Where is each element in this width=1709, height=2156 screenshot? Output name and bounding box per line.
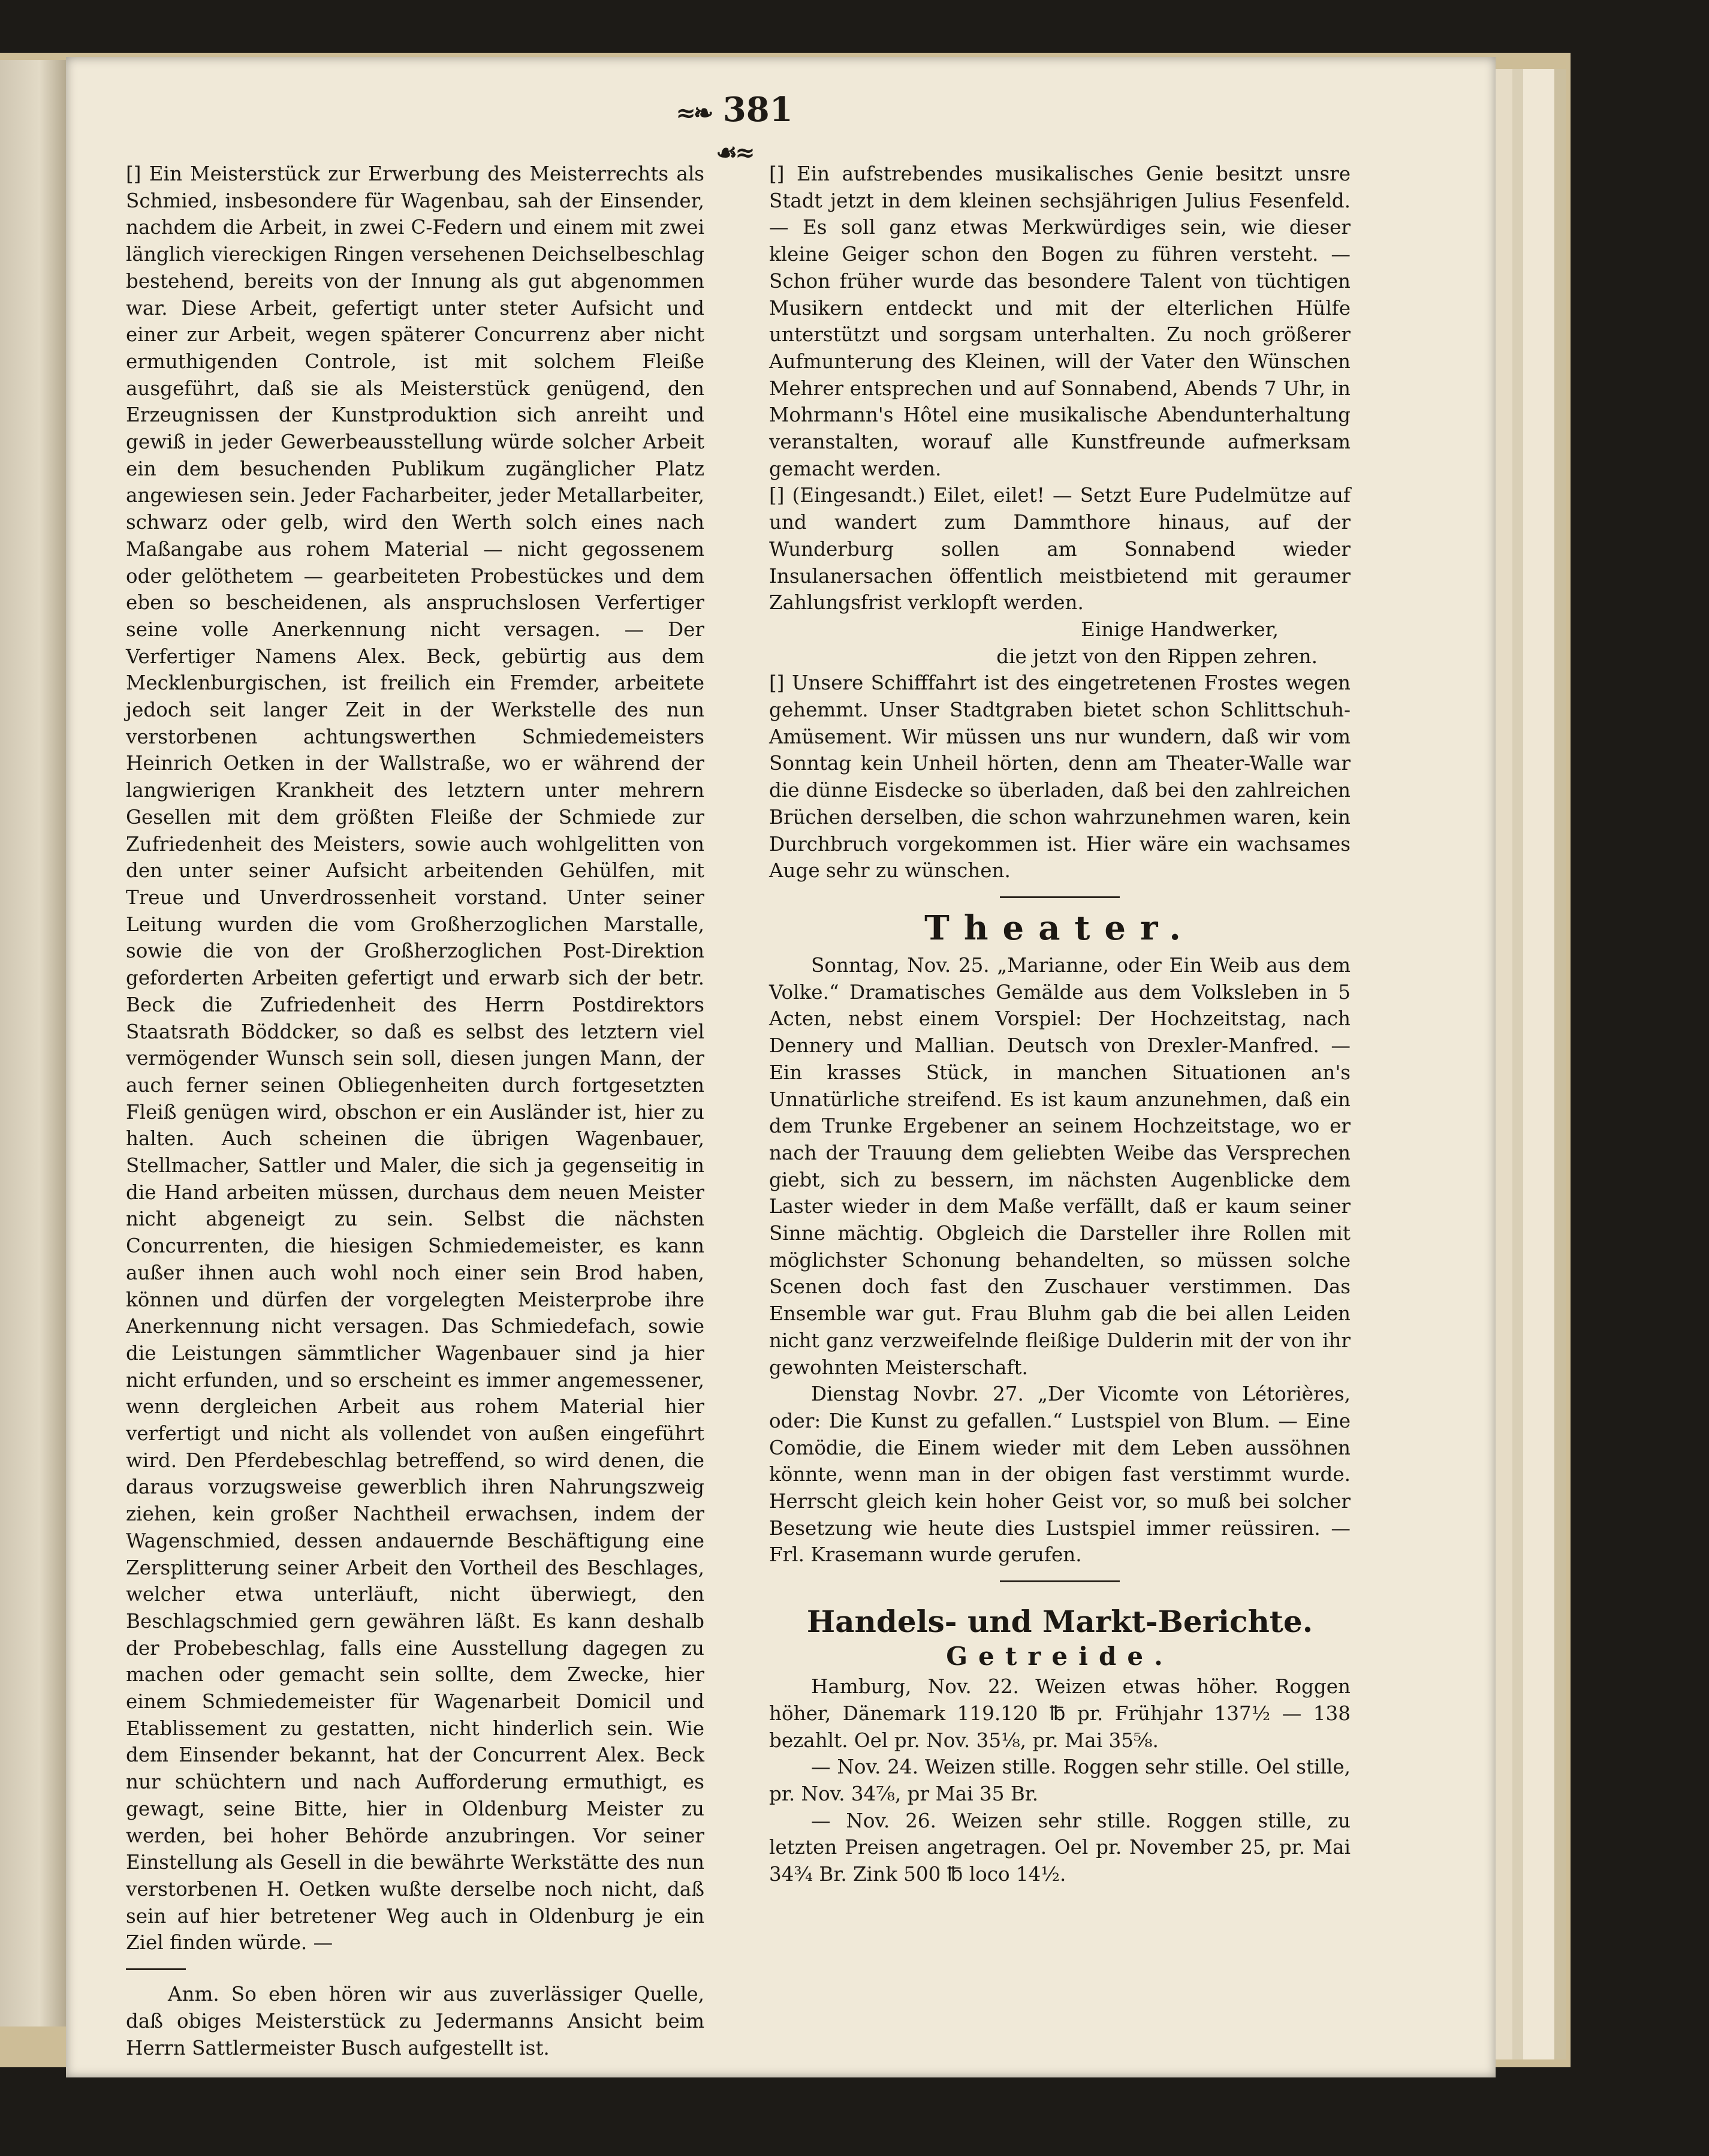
right-column xyxy=(769,161,1351,1888)
article-note: Anm. So eben hören wir aus zuverlässiger Quelle, daß obiges Meisterstück zu Jedermanns Ansicht beim Herrn Sattlermeister Busch aufgestellt ist. xyxy=(126,1983,704,2059)
theater-review-1: Sonntag, Nov. 25. „Marianne, oder Ein Weib aus dem Volke.“ Dramatisches Gemälde aus dem Volksleben in 5 Acten, nebst einem Vorspiel: Der Hochzeitstag, nach Dennery und Mallian. Deutsch von Drexler-Manfred. — Ein krasses Stück, in manchen Situationen an's Unnatürliche streifend. Es ist kaum anzunehmen, daß ein dem Trunke Ergebener an seinem Hochzeitstage, wo er nach der Trauung dem geliebten Weibe das Versprechen giebt, sich zu bessern, im nächsten Augenblicke dem Laster wieder in dem Maße verfällt, daß er kaum seiner Sinne mächtig. Obgleich die Darsteller ihre Rollen mit möglichster Schonung behandelten, so müssen solche Scenen doch fast den Zuschauer verstimmen. Das Ensemble war gut. Frau Bluhm gab die bei allen Leiden nicht ganz verzweifelnde fleißige Dulderin mit der von ihr gewohnten Meisterschaft. xyxy=(769,953,1351,1379)
theater-review-2: Dienstag Novbr. 27. „Der Vicomte von Létorières, oder: Die Kunst zu gefallen.“ Lustspiel von Blum. — Eine Comödie, die Einem wieder mit dem Leben aussöhnen könnte, wenn man in der obigen fast verstimmt wurde. Herrscht gleich kein hoher Geist vor, so muß bei solcher Besetzung wie heute dies Lustspiel immer reüssiren. — Frl. Krasemann wurde gerufen. xyxy=(769,1383,1351,1567)
page-number xyxy=(659,90,809,169)
left-page-edge xyxy=(0,60,66,2026)
page-stack-edge xyxy=(1523,69,1554,2059)
article-meisterstueck: [] Ein Meisterstück zur Erwerbung des Meisterrechts als Schmied, insbesondere für Wagenbau, sah der Einsender, nachdem die Arbeit, in zwei C-Federn und einem mit zwei länglich viereckigen Ringen versehenen Deichselbeschlag bestehend, bereits von der Innung als gut abgenommen war. Diese Arbeit, gefertigt unter steter Aufsicht und einer zur Arbeit, wegen späterer Concurrenz aber nicht ermuthigenden Controle, ist mit solchem Fleiße ausgeführt, daß sie als Meisterstück genügend, den Erzeugnissen der Kunstproduktion sich anreiht und gewiß in jeder Gewerbeausstellung würde solcher Arbeit ein dem besuchenden Publikum zugänglicher Platz angewiesen sein. Jeder Facharbeiter, jeder Metallarbeiter, schwarz oder gelb, wird den Werth solch eines nach Maßangabe aus rohem Material — nicht gegossenem oder gelöthetem — gearbeiteten Probestückes und dem eben so bescheidenen, als anspruchslosen Verfertiger seine volle Anerkennung nicht versagen. — Der Verfertiger Namens Alex. Beck, gebürtig aus dem Mecklenburgischen, ist freilich ein Fremder, arbeitete jedoch seit langer Zeit in der Werkstelle des nun verstorbenen achtungswerthen Schmiedemeisters Heinrich Oetken in der Wallstraße, wo er während der langwierigen Krankheit des letztern unter mehrern Gesellen mit dem größten Fleiße der Schmiede zur Zufriedenheit des Meisters, sowie auch wohlgelitten von den unter seiner Aufsicht arbeitenden Gehülfen, mit Treue und Unverdrossenheit vorstand. Unter seiner Leitung wurden die vom Großherzoglichen Marstalle, sowie die von der Großherzoglichen Post-Direktion geforderten Arbeiten gefertigt und erwarb sich der betr. Beck die Zufriedenheit des Herrn Postdirektors Staatsrath Böddcker, so daß es selbst des letztern viel vermögender Wunsch sein soll, diesen jungen Mann, der auch ferner seinen Obliegenheiten durch fortgesetzten Fleiß genügen wird, obschon er ein Ausländer ist, hier zu halten. Auch scheinen die übrigen Wagenbauer, Stellmacher, Sattler und Maler, die sich ja gegenseitig in die Hand arbeiten müssen, durchaus dem neuen Meister nicht abgeneigt zu sein. Selbst die nächsten Concurrenten, die hiesigen Schmiedemeister, es kann außer ihnen auch wohl noch einer sein Brod haben, können und dürfen der vorgelegten Meisterprobe ihre Anerkennung nicht versagen. Das Schmiedefach, sowie die Leistungen sämmtlicher Wagenbauer sind ja hier nicht erfunden, und so erscheint es immer angemessener, wenn dergleichen Arbeit aus rohem Material hier verfertigt und nicht als vollendet von außen eingeführt wird. Den Pferdebeschlag betreffend, so wird denen, die daraus vorzugsweise gewerblich ihren Nahrungszweig ziehen, kein großer Nachtheil erwachsen, indem der Wagenschmied, dessen andauernde Beschäftigung eine Zersplitterung seiner Arbeit den Vortheil des Beschlages, welcher etwa unterläuft, nicht überwiegt, den Beschlagschmied gern gewähren läßt. Es kann deshalb der Probebeschlag, falls eine Ausstellung dagegen zu machen oder gemacht sein sollte, dem Zwecke, hier einem Schmiedemeister für Wagenarbeit Domicil und Etablissement zu gestatten, nicht hinderlich sein. Wie dem Einsender bekannt, hat der Concurrent Alex. Beck nur schüchtern und nach Aufforderung ermuthigt, es gewagt, seine Bitte, hier in Oldenburg Meister zu werden, bei hoher Behörde anzubringen. Vor seiner Einstellung als Gesell in die bewährte Werkstätte des nun verstorbenen H. Oetken wußte derselbe noch nicht, daß sein auf hier betretener Weg auch in Oldenburg je ein Ziel finden würde. — xyxy=(126,162,704,1955)
market-heading: Handels- und Markt-Berichte. xyxy=(806,1604,1313,1640)
page-stack-edge xyxy=(1496,69,1512,2059)
signature-line-2: die jetzt von den Rippen zehren. xyxy=(996,645,1318,668)
page-number-text: 381 xyxy=(722,90,793,130)
ornament-right-icon: ☙≈ xyxy=(716,138,753,167)
divider xyxy=(1000,896,1120,898)
divider xyxy=(1000,1580,1120,1582)
theater-heading: Theater. xyxy=(924,908,1195,948)
getreide-heading: Getreide. xyxy=(946,1642,1174,1672)
page-stack-edge xyxy=(1512,69,1523,2059)
market-report-3: — Nov. 26. Weizen sehr stille. Roggen stille, zu letzten Preisen angetragen. Oel pr. November 25, pr. Mai 34¾ Br. Zink 500 ℔ loco 14½. xyxy=(769,1809,1351,1886)
article-genie: [] Ein aufstrebendes musikalisches Genie besitzt unsre Stadt jetzt in dem kleinen sechsjährigen Julius Fesenfeld. — Es soll ganz etwas Merkwürdiges sein, wie dieser kleine Geiger schon den Bogen zu führen versteht. — Schon früher wurde das besondere Talent von tüchtigen Musikern entdeckt und mit der elterlichen Hülfe unterstützt und sorgsam unterhalten. Zu noch größerer Aufmunterung des Kleinen, will der Vater den Wünschen Mehrer entsprechen und auf Sonnabend, Abends 7 Uhr, in Mohrmann's Hôtel eine musikalische Abendunterhaltung veranstalten, worauf alle Kunstfreunde aufmerksam gemacht werden. xyxy=(769,162,1351,480)
market-report-1: Hamburg, Nov. 22. Weizen etwas höher. Roggen höher, Dänemark 119.120 ℔ pr. Frühjahr 137½ — 138 bezahlt. Oel pr. Nov. 35⅛, pr. Mai 35⅝. xyxy=(769,1675,1351,1752)
market-report-2: — Nov. 24. Weizen stille. Roggen sehr stille. Oel stille, pr. Nov. 34⅞, pr Mai 35 Br. xyxy=(769,1755,1351,1805)
signature-line-1: Einige Handwerker, xyxy=(1081,618,1279,641)
article-eingesandt: [] (Eingesandt.) Eilet, eilet! — Setzt Eure Pudelmütze auf und wandert zum Dammthore hinaus, auf der Wunderburg sollen am Sonnabend wieder Insulanersachen öffentlich meistbietend mit geraumer Zahlungsfrist verklopft werden. xyxy=(769,484,1351,615)
divider xyxy=(126,1968,186,1970)
ornament-left-icon: ≈❧ xyxy=(676,99,712,127)
left-column xyxy=(126,161,704,2061)
article-schifffahrt: [] Unsere Schifffahrt ist des eingetretenen Frostes wegen gehemmt. Unser Stadtgraben bietet schon Schlittschuh-Amüsement. Wir müssen uns nur wundern, daß wir vom Sonntag kein Unheil hörten, denn am Theater-Walle war die dünne Eisdecke so überladen, daß bei den zahlreichen Brüchen derselben, die schon wahrzunehmen waren, kein Durchbruch vorgekommen ist. Hier wäre ein wachsames Auge sehr zu wünschen. xyxy=(769,672,1351,883)
page-stack-edge xyxy=(1554,69,1566,2059)
